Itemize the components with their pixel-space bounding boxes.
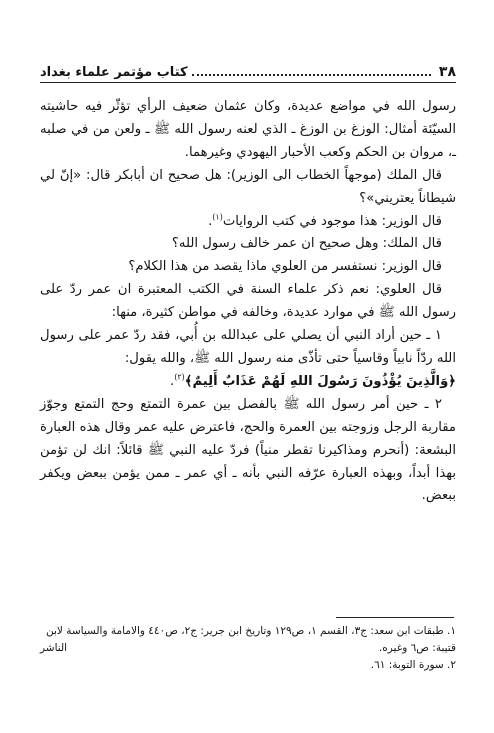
paragraph: قال الوزير: نستفسر من العلوي ماذا يقصد من هذا الكلام؟ [128, 259, 442, 275]
footnotes [40, 623, 456, 674]
header-dot-leader [192, 73, 431, 76]
main-text [40, 96, 456, 508]
paragraph: قال الملك: وهل صحيح ان عمر خالف رسول الله؟ [171, 236, 442, 252]
footnote [40, 623, 456, 657]
book-title: كتاب مؤتمر علماء بغداد [40, 65, 188, 80]
verse-text: ﴿وَالَّذِينَ يُؤْذُونَ رَسُولَ اللهِ لَهُمْ عَذَابٌ أَلِيمٌ﴾ [184, 373, 456, 389]
paragraph: ٢ ـ حين أمر رسول الله ﷺ بالفصل بين عمرة التمتع وحج التمتع وجوّز مقاربة الرجل وزوجته بين العمرة والحج، فاعترض عليه عمر وقال هذه العبارة البشعة: (أنحرم ومذاكيرنا تقطر منياً) فردّ عليه النبي ﷺ قائلاً: انك لن تؤمن بهذا أبداً، وبهذه العبارة عرّفه النبي بأنه ـ أي عمر ـ ممن يؤمن ببعض ويكفر ببعض. [40, 396, 456, 504]
paragraph: قال الوزير: هذا موجود في كتب الروايات$^{(١)}$. [208, 212, 442, 229]
footnote-text: ١. طبقات ابن سعد: ج٣، القسم ١، ص١٢٩ وتاريخ ابن جرير: ج٢، ص٤٤٠ والامامة والسياسة لابن قتيبة: ص٦ وغيره. [45, 625, 456, 654]
footnote-mark: (١) [212, 212, 223, 222]
paragraph: ١ ـ حين أراد النبي أن يصلي على عبدالله بن أُبي، فقد ردّ عمر على رسول الله ردّاً نابياً وقاسياً حتى تأذّى منه رسول الله ﷺ، والله يقول: [40, 328, 456, 366]
paragraph: رسول الله في مواضع عديدة، وكان عثمان ضعيف الرأي تؤثّر فيه حاشيته السيّئة أمثال: الوزغ بن الوزغ ـ الذي لعنه رسول الله ﷺ ـ ولعن من في صلبه ـ، مروان بن الحكم وكعب الأحبار اليهودي وغيرهما. [40, 99, 456, 160]
running-header [40, 60, 456, 80]
paragraph-text: قال الوزير: هذا موجود في كتب الروايات [222, 213, 442, 229]
paragraph: قال الملك (موجهاً الخطاب الى الوزير): هل صحيح ان أبابكر قال: «إنّ لي شيطاناً يعتريني»؟ [40, 167, 456, 206]
page-number: ٣٨ [438, 64, 456, 80]
header-rule [40, 82, 456, 83]
quran-verse: ﴿وَالَّذِينَ يُؤْذُونَ رَسُولَ اللهِ لَهُمْ عَذَابٌ أَلِيمٌ﴾$^{(٢)}$. [169, 372, 456, 389]
footnote-mark: (٢) [174, 372, 185, 382]
paragraph: قال العلوي: نعم ذكر علماء السنة في الكتب المعتبرة ان عمر ردّ على رسول الله ﷺ في موارد عديدة، وخالفه في مواطن كثيرة، منها: [40, 282, 456, 321]
footnote: ٢. سورة التوبة: ٦١. [370, 659, 456, 671]
publisher-label: الناشر [40, 642, 68, 654]
footnote-rule [336, 617, 454, 618]
